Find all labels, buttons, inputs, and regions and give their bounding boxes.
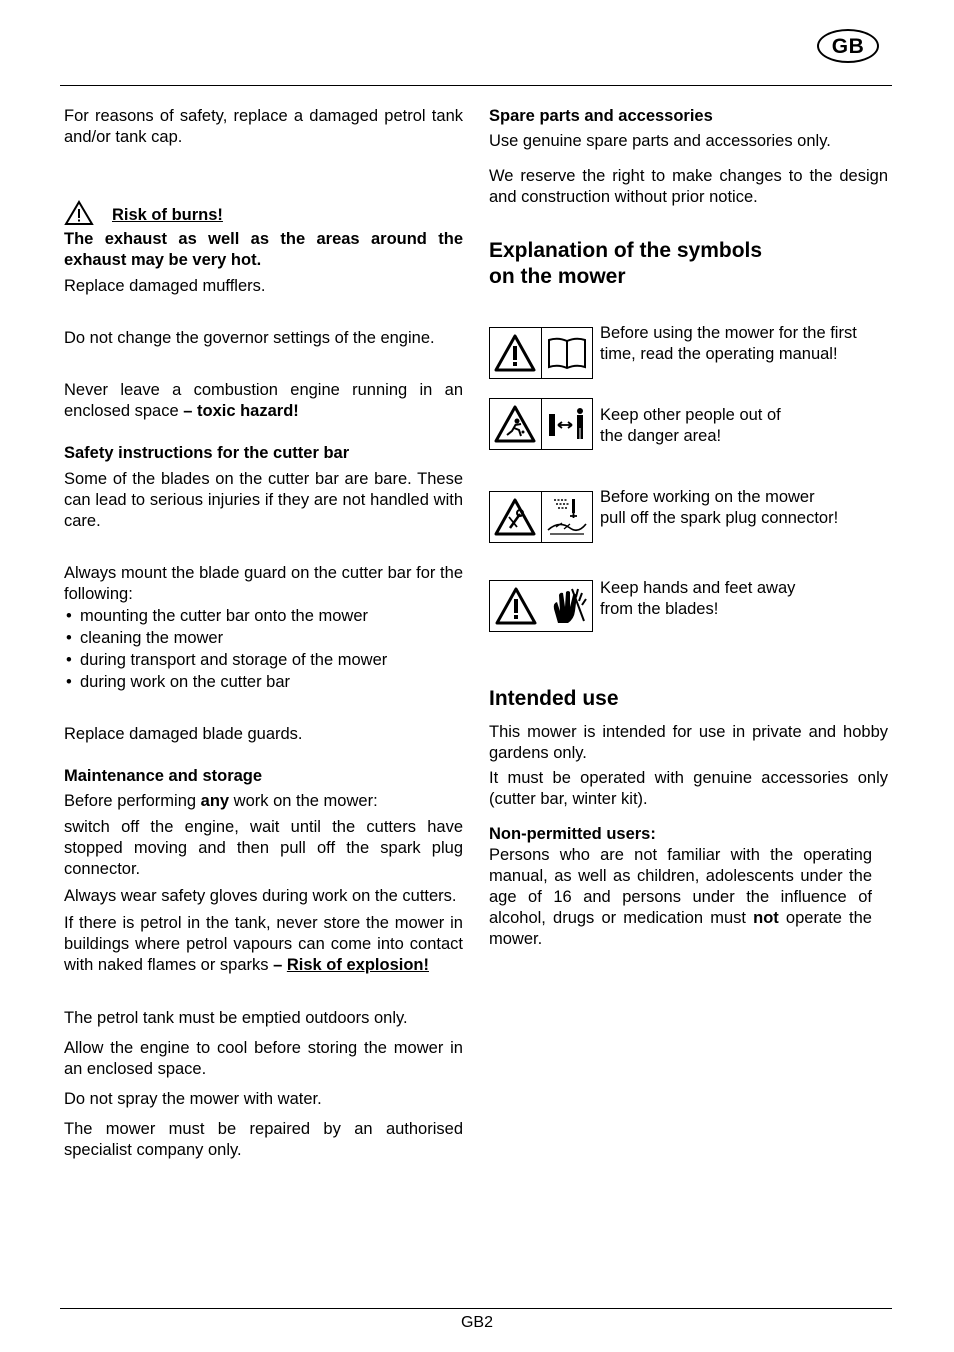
symbols-heading-line1: Explanation of the symbols	[489, 239, 763, 262]
symbol-description	[600, 487, 838, 529]
left-column	[64, 106, 463, 1161]
blade-guard-list	[64, 605, 463, 693]
burns-title: Risk of burns!	[112, 206, 223, 224]
symbol-description-line2: pull off the spark plug connector!	[600, 509, 839, 527]
language-badge-label: GB	[831, 34, 865, 58]
exhaust-hot-text: The exhaust as well as the areas around the exhaust may be very hot.	[64, 230, 463, 269]
tank-paragraph: For reasons of safety, replace a damaged petrol tank and/or tank cap.	[64, 107, 463, 146]
mufflers-text: Replace damaged mufflers.	[64, 277, 266, 295]
before-work-post: work on the mower:	[229, 792, 378, 810]
right-column	[489, 106, 888, 950]
tool-warning-icon	[490, 492, 541, 542]
non-permitted-post: operate the mower.	[489, 909, 872, 948]
intended-use-text: This mower is intended for use in private and hobby gardens only.	[489, 723, 888, 762]
mount-intro-text: Always mount the blade guard on the cutter bar for the following:	[64, 564, 463, 603]
symbol-description-line1: Before working on the mower	[600, 488, 815, 506]
switch-off-text: switch off the engine, wait until the cutters have stopped moving and then pull off the spark plug connector.	[64, 818, 463, 878]
blades-text: Some of the blades on the cutter bar are bare. These can lead to serious injuries if they are not handled with care.	[64, 470, 463, 530]
symbol-row	[489, 323, 888, 379]
symbol-description-line2: the danger area!	[600, 427, 722, 445]
open-book-icon	[541, 328, 593, 378]
non-permitted-main: Persons who are not familiar with the operating manual, as well as children, adolescents under the age of 16 and persons under the influence of alcohol, drugs or medication must	[489, 846, 872, 927]
replace-guards-text: Replace damaged blade guards.	[64, 725, 303, 743]
cool-engine-text: Allow the engine to cool before storing the mower in an enclosed space.	[64, 1039, 463, 1078]
symbol-description-line2: from the blades!	[600, 600, 719, 618]
maintenance-heading: Maintenance and storage	[64, 767, 263, 785]
symbol-description-line1: Keep hands and feet away	[600, 579, 796, 597]
petrol-storage-main: If there is petrol in the tank, never store the mower in buildings where petrol vapours can come into contact with naked flames or sparks	[64, 914, 463, 974]
spark-plug-manual-icon	[541, 492, 593, 542]
symbol-row	[489, 487, 888, 543]
symbol-box	[489, 491, 593, 543]
symbol-row	[489, 578, 888, 632]
repair-text: The mower must be repaired by an authorised specialist company only.	[64, 1120, 463, 1159]
cutter-bar-heading: Safety instructions for the cutter bar	[64, 444, 350, 462]
header-rule	[60, 85, 892, 86]
governor-text: Do not change the governor settings of the engine.	[64, 329, 435, 347]
petrol-dash: –	[273, 956, 283, 974]
symbol-box	[489, 398, 593, 450]
symbol-description	[600, 578, 795, 620]
symbol-box	[489, 580, 593, 632]
list-item: • during transport and storage of the mower	[64, 649, 463, 671]
symbol-description-line1: Before using the mower for the first	[600, 324, 857, 342]
non-permitted-heading: Non-permitted users:	[489, 825, 656, 843]
warning-triangle-icon	[490, 328, 541, 378]
symbol-row	[489, 398, 888, 450]
list-item: • during work on the cutter bar	[64, 671, 463, 693]
symbol-description	[600, 405, 781, 447]
combustion-text-main: Never leave a combustion engine running in an enclosed space	[64, 381, 463, 420]
reserve-rights-text: We reserve the right to make changes to the design and construction without prior notice.	[489, 167, 888, 206]
list-item: • mounting the cutter bar onto the mower	[64, 605, 463, 627]
symbols-heading	[489, 238, 888, 290]
keep-distance-icon	[541, 399, 593, 449]
before-work-text	[64, 791, 463, 812]
combustion-text	[64, 380, 463, 422]
gloves-text: Always wear safety gloves during work on the cutters.	[64, 887, 457, 905]
warning-triangle-icon	[64, 200, 94, 226]
no-water-text: Do not spray the mower with water.	[64, 1090, 322, 1108]
accessories-text: It must be operated with genuine accessories only (cutter bar, winter kit).	[489, 769, 888, 808]
burns-heading	[64, 200, 463, 226]
symbol-description-line1: Keep other people out of	[600, 406, 781, 424]
symbol-box	[489, 327, 593, 379]
spare-parts-text: Use genuine spare parts and accessories only.	[489, 132, 831, 150]
explosion-risk-text: Risk of explosion!	[286, 956, 429, 974]
thrown-object-warning-icon	[490, 399, 541, 449]
spare-parts-heading: Spare parts and accessories	[489, 107, 713, 125]
petrol-storage-text	[64, 913, 463, 976]
footer-rule	[60, 1308, 892, 1309]
before-work-pre: Before performing	[64, 792, 201, 810]
intended-use-heading: Intended use	[489, 687, 619, 710]
page-number: GB2	[460, 1314, 493, 1331]
list-item: • cleaning the mower	[64, 627, 463, 649]
non-permitted-not: not	[753, 909, 779, 927]
warning-triangle-icon	[490, 581, 541, 631]
hand-cut-icon	[541, 581, 592, 631]
empty-outdoors-text: The petrol tank must be emptied outdoors only.	[64, 1009, 408, 1027]
toxic-hazard-text: – toxic hazard!	[183, 402, 299, 420]
symbol-description-line2: time, read the operating manual!	[600, 345, 838, 363]
before-work-any: any	[200, 792, 230, 810]
symbol-description	[600, 323, 857, 365]
non-permitted-text	[489, 845, 872, 950]
symbols-heading-line2: on the mower	[489, 265, 626, 288]
language-badge	[817, 29, 879, 63]
